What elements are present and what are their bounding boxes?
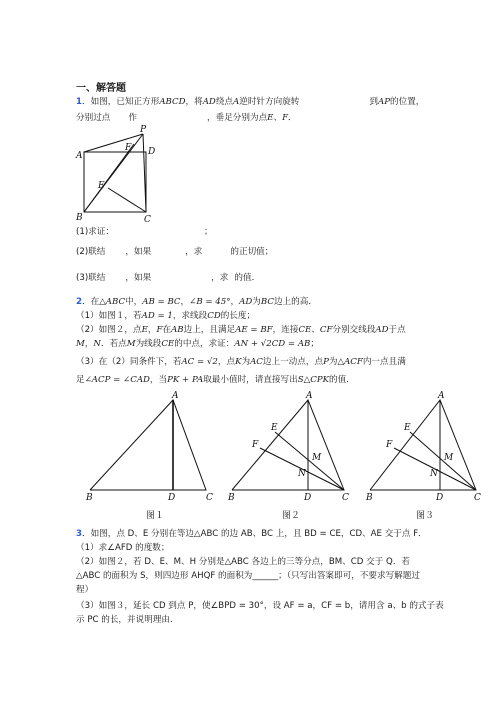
fig3-label-n: N [430, 469, 438, 479]
segment-bf [84, 144, 134, 212]
fig3-label-b: B [366, 493, 373, 503]
q2-sub2-line1: （2）如图２，点E，F在AB边上，且满足AE = BF，连接CE、CF分别交线段AD于点 [76, 325, 406, 335]
q2-figure-2 [228, 392, 348, 502]
fig2-caption: 图２ [282, 511, 301, 521]
fig2-label-n: N [298, 469, 306, 479]
label-a: A [76, 151, 83, 161]
fig3-label-d: D [436, 493, 444, 503]
q2-sub3-line2: 足∠ACP = ∠CAD，当PK + PA取最小值时，请直接写出S△CPK的值． [76, 375, 355, 385]
fig1-label-a: A [172, 391, 179, 401]
q3-sub2-line2: △ABC 的面积为 S，则四边形 AHQF 的面积为______；（只写出答案即可，不要求写解题过 [76, 571, 420, 581]
fig3-label-f: F [386, 440, 393, 450]
square-abcd [84, 152, 146, 212]
label-d: D [148, 147, 156, 157]
q1-number: 1 [76, 97, 82, 107]
fig3-caption: 图３ [416, 511, 435, 521]
q2-sub3-line1: （3）在（2）同条件下，若AC = √2，点K为AC边上一动点，点P为△ACF内一点且满 [76, 357, 406, 367]
fig1-caption: 图１ [146, 511, 165, 521]
q2-number: 2 [76, 297, 82, 307]
label-e: E [98, 181, 105, 191]
q1-line2: 分别过点 作 ，垂足分别为点E、F． [76, 113, 297, 123]
q1-square-figure [76, 126, 176, 226]
fig1-label-d: D [168, 493, 176, 503]
triangle-abc [90, 400, 206, 490]
q1-line1: 1．如图，已知正方形ABCD，将AD绕点A逆时针方向旋转 到AP的位置， [76, 97, 425, 107]
q3-sub3-line1: （3）如图３，延长 CD 到点 P，使∠BPD = 30°，设 AF = a，CF = b，请用含 a、b 的式子表 [76, 601, 444, 611]
q3-number: 3 [76, 529, 82, 539]
fig1-label-c: C [206, 493, 213, 503]
q3-sub2-line3: 程） [76, 585, 94, 595]
q3-line1: 3．如图，点 D、E 分别在等边△ABC 的边 AB、BC 上，且 BD = CE，CD、AE 交于点 F． [76, 529, 427, 539]
fig3-label-m: M [444, 453, 454, 463]
segment-ce [108, 188, 146, 212]
fig2-label-b: B [228, 493, 235, 503]
q1-part3: (3)联结 ，如果 ，求 的值． [76, 273, 261, 283]
q1-part1: (1)求证： ； [76, 227, 213, 237]
fig2-label-m: M [312, 453, 322, 463]
fig2-label-d: D [304, 493, 312, 503]
q3-sub2-line1: （2）如图２，若 D、E、M、H 分别是△ABC 各边上的三等分点，BM、CD 交于 Q．若 [76, 557, 411, 567]
label-c: C [144, 215, 151, 225]
segment-ap [84, 134, 143, 152]
q3-sub1: （1）求∠AFD 的度数； [76, 543, 170, 553]
label-f: F [125, 143, 132, 153]
fig2-label-e: E [271, 423, 278, 433]
label-b: B [76, 213, 83, 223]
fig1-label-b: B [86, 493, 93, 503]
fig3-label-e: E [404, 423, 411, 433]
fig3-label-a: A [438, 391, 445, 401]
section-title: 一、解答题 [76, 83, 126, 94]
q2-figure-1 [86, 392, 216, 502]
q3-sub3-line2: 示 PC 的长，并说明理由． [76, 615, 179, 625]
q2-line1: 2．在△ABC中，AB = BC，∠B = 45°，AD为BC边上的高． [76, 297, 317, 307]
fig2-label-f: F [252, 440, 259, 450]
fig3-label-c: C [474, 493, 481, 503]
q2-sub1: （1）如图１，若AD = 1，求线段CD的长度； [76, 311, 256, 321]
q2-sub2-line2: M，N．若点M为线段CE的中点，求证：AN + √2CD = AB； [76, 339, 319, 349]
fig2-label-a: A [306, 391, 313, 401]
q1-part2: (2)联结 ，如果 ，求 的正切值； [76, 247, 274, 257]
q2-figure-3 [366, 392, 486, 502]
fig2-label-c: C [342, 493, 349, 503]
label-p: P [140, 125, 147, 135]
